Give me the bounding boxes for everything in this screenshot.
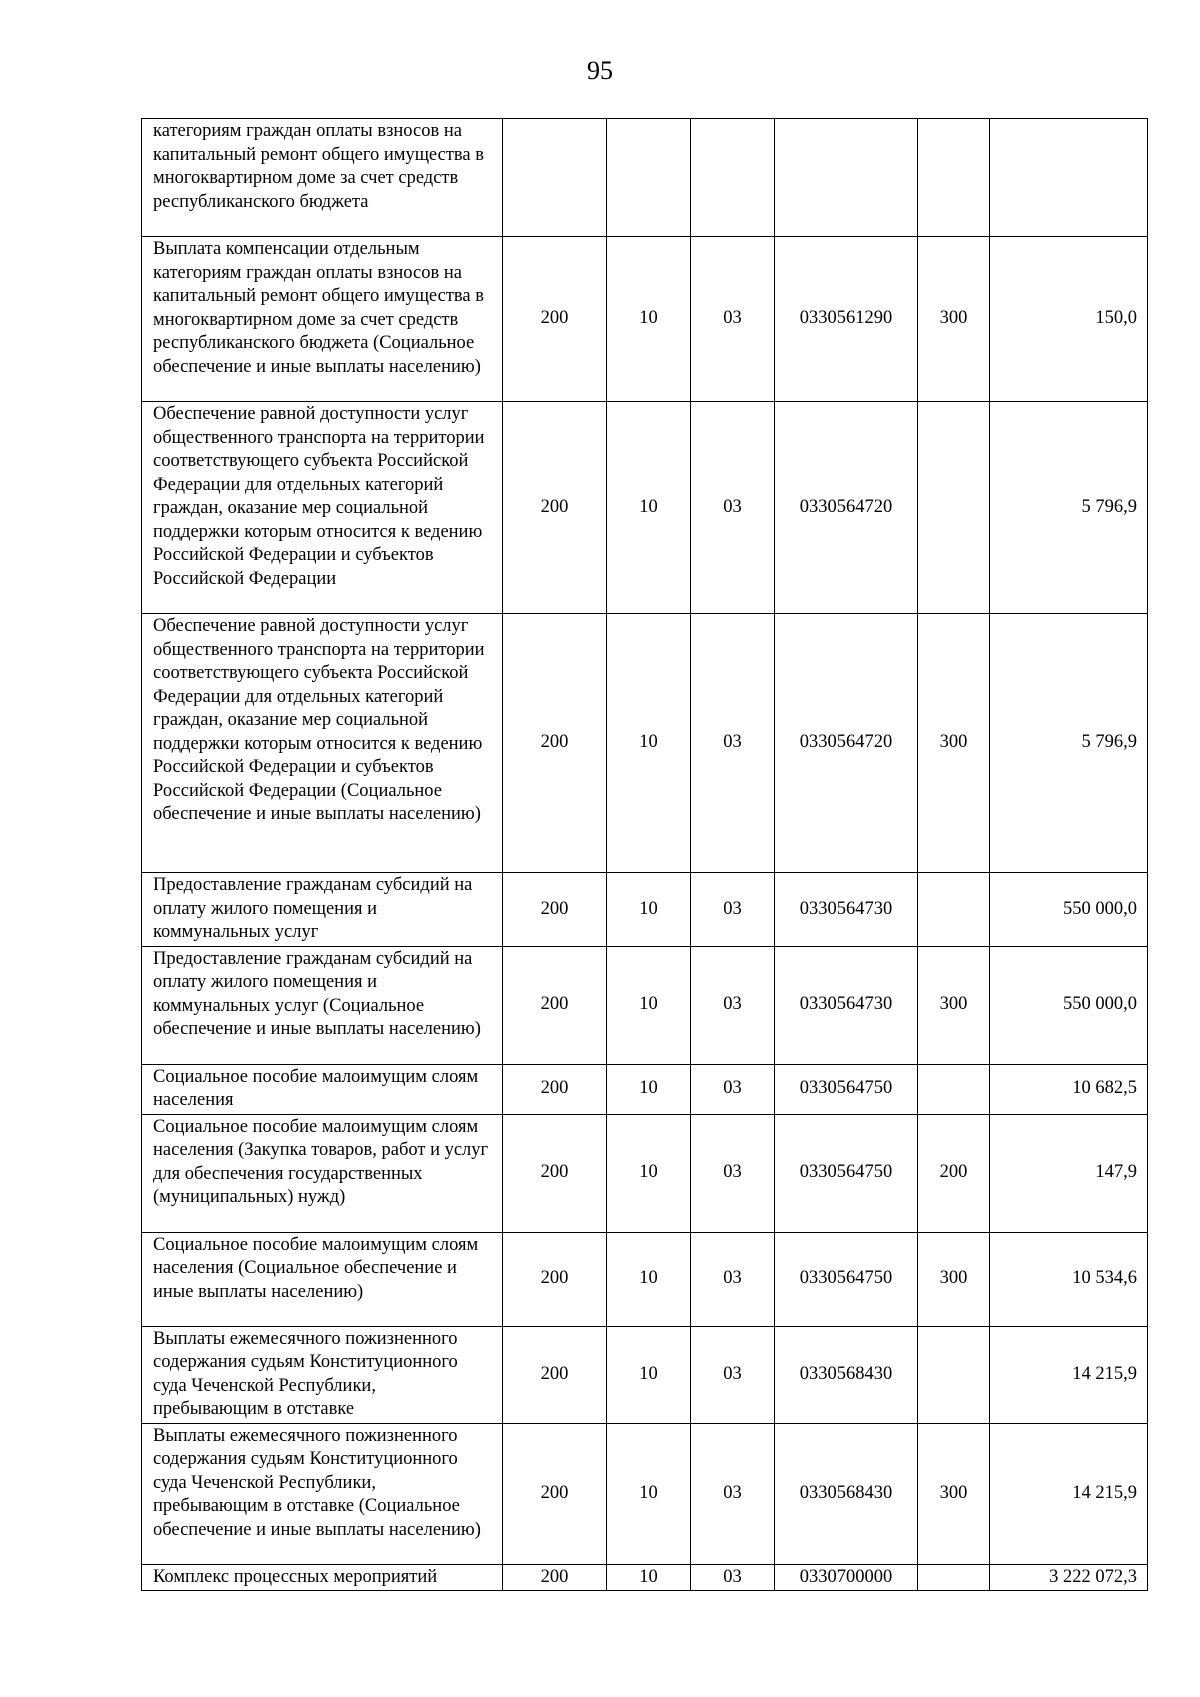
page-number: 95 <box>587 56 613 85</box>
target-article-code: 0330568430 <box>775 1326 918 1423</box>
table-row <box>142 1114 1148 1232</box>
target-article-code: 0330564720 <box>775 402 918 614</box>
expense-name: Комплекс процессных мероприятий <box>142 1564 503 1591</box>
target-article-code <box>775 119 918 237</box>
table-row <box>142 614 1148 873</box>
table-row <box>142 402 1148 614</box>
expense-name: Предоставление гражданам субсидий на оплату жилого помещения и коммунальных услуг (Социальное обеспечение и иные выплаты населению) <box>142 946 503 1064</box>
target-article-code: 0330564730 <box>775 873 918 947</box>
expense-name: категориям граждан оплаты взносов на капитальный ремонт общего имущества в многоквартирном доме за счет средств республиканского бюджета <box>142 119 503 237</box>
amount: 147,9 <box>990 1114 1148 1232</box>
section-code <box>607 119 691 237</box>
expense-name: Обеспечение равной доступности услуг общественного транспорта на территории соответствующего субъекта Российской Федерации для отдельных категорий граждан, оказание мер социальной поддержки которым относится к ведению Российской Федерации и субъектов Российской Федерации (Социальное обеспечение и иные выплаты населению) <box>142 614 503 873</box>
subsection-code: 03 <box>691 1232 775 1326</box>
subsection-code: 03 <box>691 873 775 947</box>
section-code: 10 <box>607 1564 691 1591</box>
target-article-code: 0330564750 <box>775 1114 918 1232</box>
section-code: 10 <box>607 1114 691 1232</box>
subsection-code: 03 <box>691 614 775 873</box>
amount: 3 222 072,3 <box>990 1564 1148 1591</box>
table-row <box>142 1064 1148 1114</box>
expense-name: Выплаты ежемесячного пожизненного содержания судьям Конституционного суда Чеченской Республики, пребывающим в отставке <box>142 1326 503 1423</box>
grbs-code <box>503 119 607 237</box>
section-code: 10 <box>607 873 691 947</box>
grbs-code: 200 <box>503 237 607 402</box>
expense-type-code <box>918 402 990 614</box>
grbs-code: 200 <box>503 1326 607 1423</box>
amount: 150,0 <box>990 237 1148 402</box>
section-code: 10 <box>607 1064 691 1114</box>
grbs-code: 200 <box>503 1423 607 1564</box>
subsection-code: 03 <box>691 402 775 614</box>
target-article-code: 0330561290 <box>775 237 918 402</box>
table-row <box>142 1232 1148 1326</box>
expense-name: Выплаты ежемесячного пожизненного содержания судьям Конституционного суда Чеченской Республики, пребывающим в отставке (Социальное обеспечение и иные выплаты населению) <box>142 1423 503 1564</box>
expense-name: Социальное пособие малоимущим слоям населения (Закупка товаров, работ и услуг для обеспечения государственных (муниципальных) нужд) <box>142 1114 503 1232</box>
expense-type-code: 300 <box>918 614 990 873</box>
amount: 550 000,0 <box>990 946 1148 1064</box>
subsection-code: 03 <box>691 1064 775 1114</box>
grbs-code: 200 <box>503 1564 607 1591</box>
grbs-code: 200 <box>503 1232 607 1326</box>
expense-type-code <box>918 119 990 237</box>
table-row <box>142 1326 1148 1423</box>
expense-name: Социальное пособие малоимущим слоям населения <box>142 1064 503 1114</box>
expense-type-code: 300 <box>918 946 990 1064</box>
grbs-code: 200 <box>503 873 607 947</box>
grbs-code: 200 <box>503 614 607 873</box>
section-code: 10 <box>607 614 691 873</box>
section-code: 10 <box>607 1326 691 1423</box>
grbs-code: 200 <box>503 1114 607 1232</box>
target-article-code: 0330564750 <box>775 1064 918 1114</box>
subsection-code: 03 <box>691 1564 775 1591</box>
budget-table-body <box>142 119 1148 1591</box>
grbs-code: 200 <box>503 946 607 1064</box>
amount: 5 796,9 <box>990 402 1148 614</box>
amount: 10 682,5 <box>990 1064 1148 1114</box>
amount: 550 000,0 <box>990 873 1148 947</box>
amount: 14 215,9 <box>990 1326 1148 1423</box>
grbs-code: 200 <box>503 402 607 614</box>
target-article-code: 0330564730 <box>775 946 918 1064</box>
table-row <box>142 119 1148 237</box>
section-code: 10 <box>607 1423 691 1564</box>
expense-type-code: 300 <box>918 237 990 402</box>
subsection-code: 03 <box>691 946 775 1064</box>
amount: 10 534,6 <box>990 1232 1148 1326</box>
target-article-code: 0330568430 <box>775 1423 918 1564</box>
expense-name: Обеспечение равной доступности услуг общественного транспорта на территории соответствующего субъекта Российской Федерации для отдельных категорий граждан, оказание мер социальной поддержки которым относится к ведению Российской Федерации и субъектов Российской Федерации <box>142 402 503 614</box>
subsection-code <box>691 119 775 237</box>
target-article-code: 0330564720 <box>775 614 918 873</box>
subsection-code: 03 <box>691 1114 775 1232</box>
table-row <box>142 873 1148 947</box>
amount: 5 796,9 <box>990 614 1148 873</box>
expense-type-code <box>918 1326 990 1423</box>
target-article-code: 0330564750 <box>775 1232 918 1326</box>
budget-table <box>141 118 1148 1591</box>
subsection-code: 03 <box>691 237 775 402</box>
section-code: 10 <box>607 237 691 402</box>
amount <box>990 119 1148 237</box>
expense-type-code: 300 <box>918 1423 990 1564</box>
table-row <box>142 237 1148 402</box>
expense-type-code <box>918 1064 990 1114</box>
table-row <box>142 1423 1148 1564</box>
amount: 14 215,9 <box>990 1423 1148 1564</box>
subsection-code: 03 <box>691 1423 775 1564</box>
expense-name: Социальное пособие малоимущим слоям населения (Социальное обеспечение и иные выплаты населению) <box>142 1232 503 1326</box>
section-code: 10 <box>607 1232 691 1326</box>
table-row <box>142 946 1148 1064</box>
expense-name: Выплата компенсации отдельным категориям граждан оплаты взносов на капитальный ремонт общего имущества в многоквартирном доме за счет средств республиканского бюджета (Социальное обеспечение и иные выплаты населению) <box>142 237 503 402</box>
section-code: 10 <box>607 402 691 614</box>
grbs-code: 200 <box>503 1064 607 1114</box>
subsection-code: 03 <box>691 1326 775 1423</box>
expense-type-code: 300 <box>918 1232 990 1326</box>
expense-name: Предоставление гражданам субсидий на оплату жилого помещения и коммунальных услуг <box>142 873 503 947</box>
target-article-code: 0330700000 <box>775 1564 918 1591</box>
expense-type-code: 200 <box>918 1114 990 1232</box>
expense-type-code <box>918 1564 990 1591</box>
section-code: 10 <box>607 946 691 1064</box>
expense-type-code <box>918 873 990 947</box>
table-row <box>142 1564 1148 1591</box>
